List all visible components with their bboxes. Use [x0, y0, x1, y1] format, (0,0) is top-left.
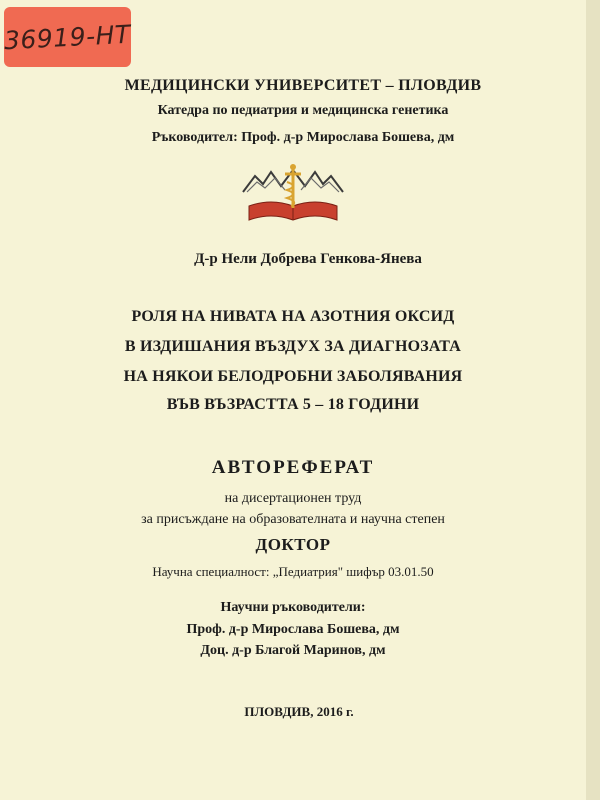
city-year: ПЛОВДИВ, 2016 г.: [244, 704, 354, 719]
inventory-stamp: [4, 7, 131, 67]
document-type-heading: АВТОРЕФЕРАТ: [211, 457, 375, 478]
thesis-title-line-4: ВЪВ ВЪЗРАСТТА 5 – 18 ГОДИНИ: [166, 396, 420, 413]
thesis-title-line-1: РОЛЯ НА НИВАТА НА АЗОТНИЯ ОКСИД: [131, 308, 455, 325]
department-head: Ръководител: Проф. д-р Мирослава Бошева, дм: [151, 130, 455, 145]
supervisor-1: Проф. д-р Мирослава Бошева, дм: [186, 622, 400, 637]
stamp-text: 36919-НТ: [3, 19, 132, 55]
degree-heading: ДОКТОР: [255, 535, 331, 554]
specialty-line: Научна специалност: „Педиатрия" шифър 03.01.50: [152, 564, 434, 579]
thesis-title-line-3: НА НЯКОИ БЕЛОДРОБНИ ЗАБОЛЯВАНИЯ: [123, 368, 463, 385]
supervisor-2: Доц. д-р Благой Маринов, дм: [200, 643, 386, 658]
document-type-subtitle-1: на дисертационен труд: [224, 491, 362, 506]
thesis-title-line-2: В ИЗДИШАНИЯ ВЪЗДУХ ЗА ДИАГНОЗАТА: [124, 338, 462, 355]
department-name: Катедра по педиатрия и медицинска генетика: [157, 103, 449, 118]
university-name: МЕДИЦИНСКИ УНИВЕРСИТЕТ – ПЛОВДИВ: [124, 77, 482, 94]
document-type-subtitle-2: за присъждане на образователната и научна степен: [141, 512, 445, 527]
author-name: Д-р Нели Добрева Генкова-Янева: [194, 251, 422, 267]
supervisors-heading: Научни ръководители:: [220, 600, 366, 615]
university-emblem-icon: [241, 162, 345, 224]
page-edge: [586, 0, 600, 800]
